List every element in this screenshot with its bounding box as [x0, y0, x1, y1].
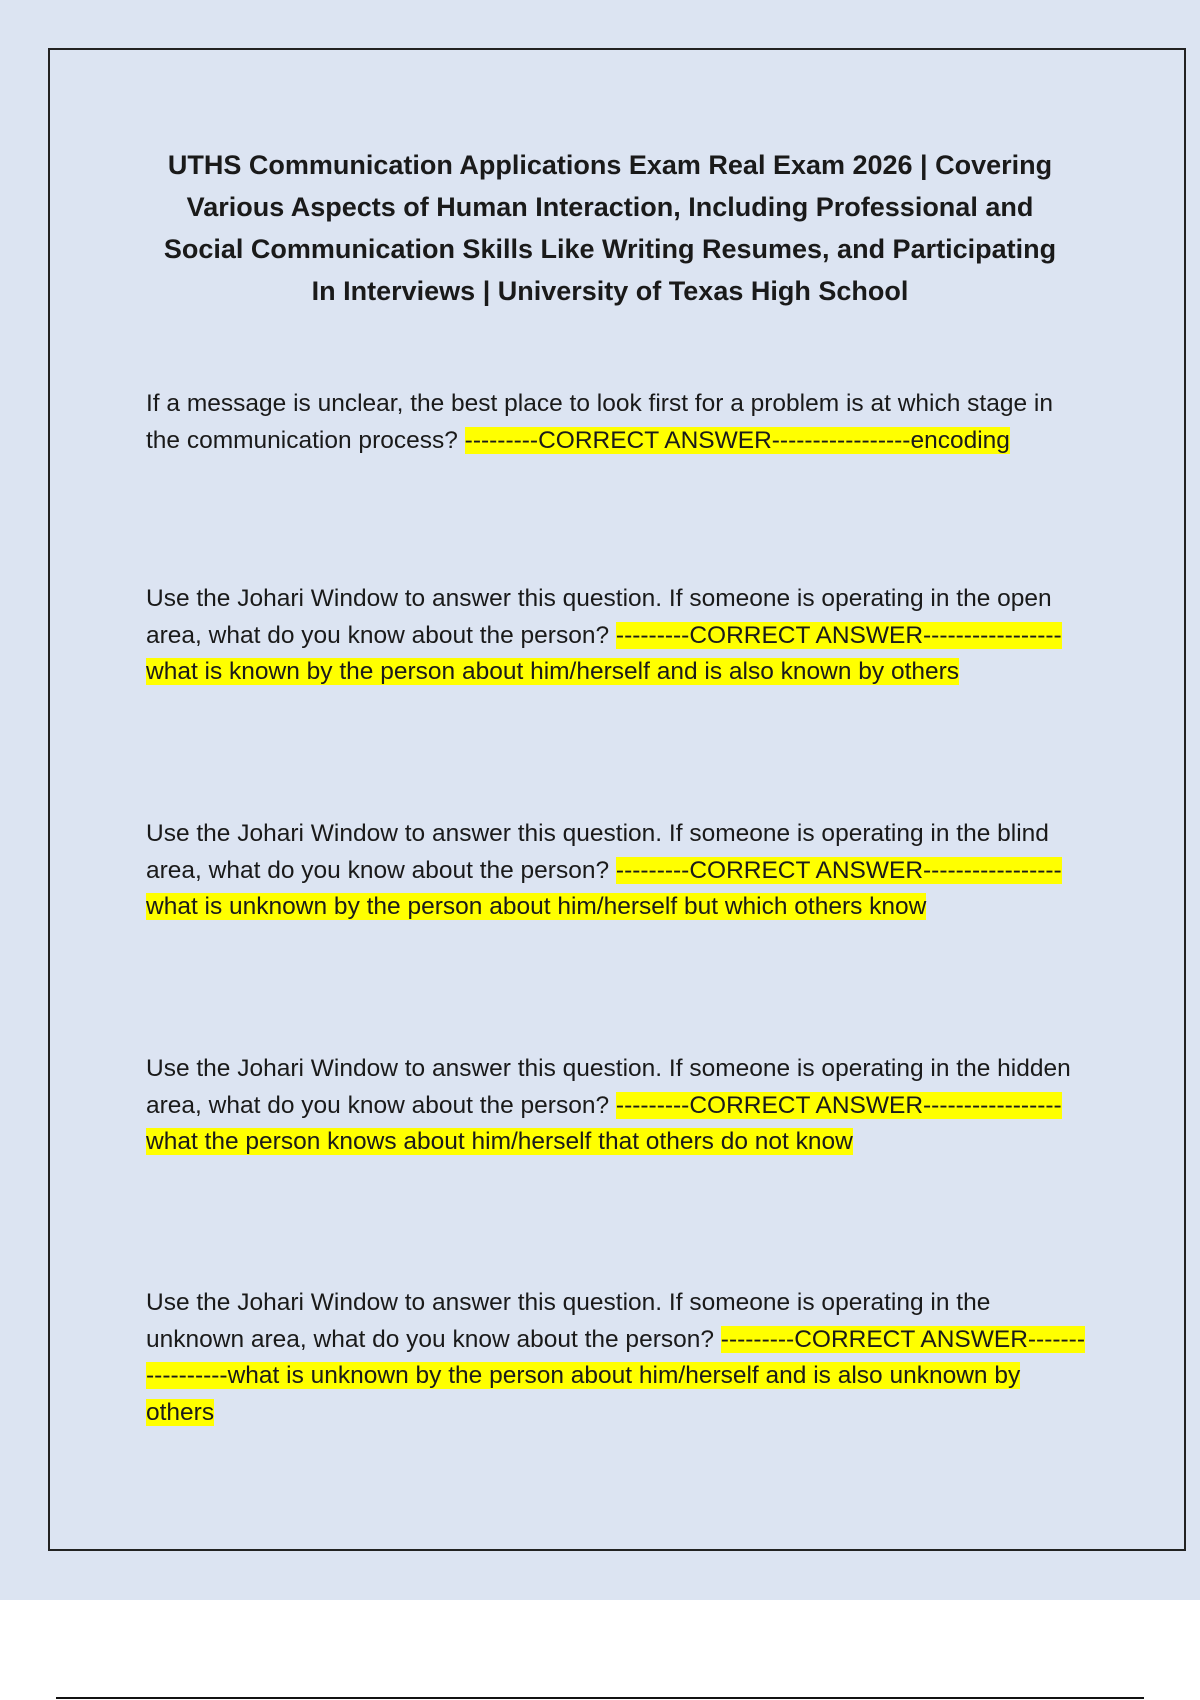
- document-title: UTHS Communication Applications Exam Real Exam 2026 | Covering Various Aspects of Human Interaction, Including Professional and Social Communication Skills Like Writing Resumes, and Participating In Interviews | University of Texas High School: [163, 150, 1057, 306]
- question-text: Use the Johari Window to answer this question. If someone is operating in the open area, what do you know about the person?: [146, 585, 1052, 649]
- answer-highlight: ---------CORRECT ANSWER-----------------what is known by the person about him/herself and is also known by others: [146, 621, 1062, 685]
- footer-rule: [56, 1697, 1144, 1699]
- qa-item-5: [146, 1285, 1090, 1431]
- answer-highlight: ---------CORRECT ANSWER-----------------encoding: [464, 426, 1010, 454]
- question-text: Use the Johari Window to answer this question. If someone is operating in the blind area, what do you know about the person?: [146, 820, 1049, 884]
- qa-item-4: [146, 1051, 1090, 1161]
- qa-item-2: [146, 581, 1090, 691]
- question-text: Use the Johari Window to answer this question. If someone is operating in the unknown area, what do you know about the person?: [146, 1289, 991, 1353]
- answer-highlight: ---------CORRECT ANSWER-----------------what is unknown by the person about him/herself and is also unknown by others: [146, 1325, 1086, 1426]
- qa-item-1: [146, 386, 1090, 459]
- question-text: Use the Johari Window to answer this question. If someone is operating in the hidden area, what do you know about the person?: [146, 1055, 1071, 1119]
- question-text: If a message is unclear, the best place to look first for a problem is at which stage in the communication process?: [146, 390, 1053, 454]
- qa-item-3: [146, 816, 1090, 926]
- answer-highlight: ---------CORRECT ANSWER-----------------what is unknown by the person about him/herself but which others know: [146, 856, 1062, 920]
- answer-highlight: ---------CORRECT ANSWER-----------------what the person knows about him/herself that others do not know: [146, 1091, 1062, 1155]
